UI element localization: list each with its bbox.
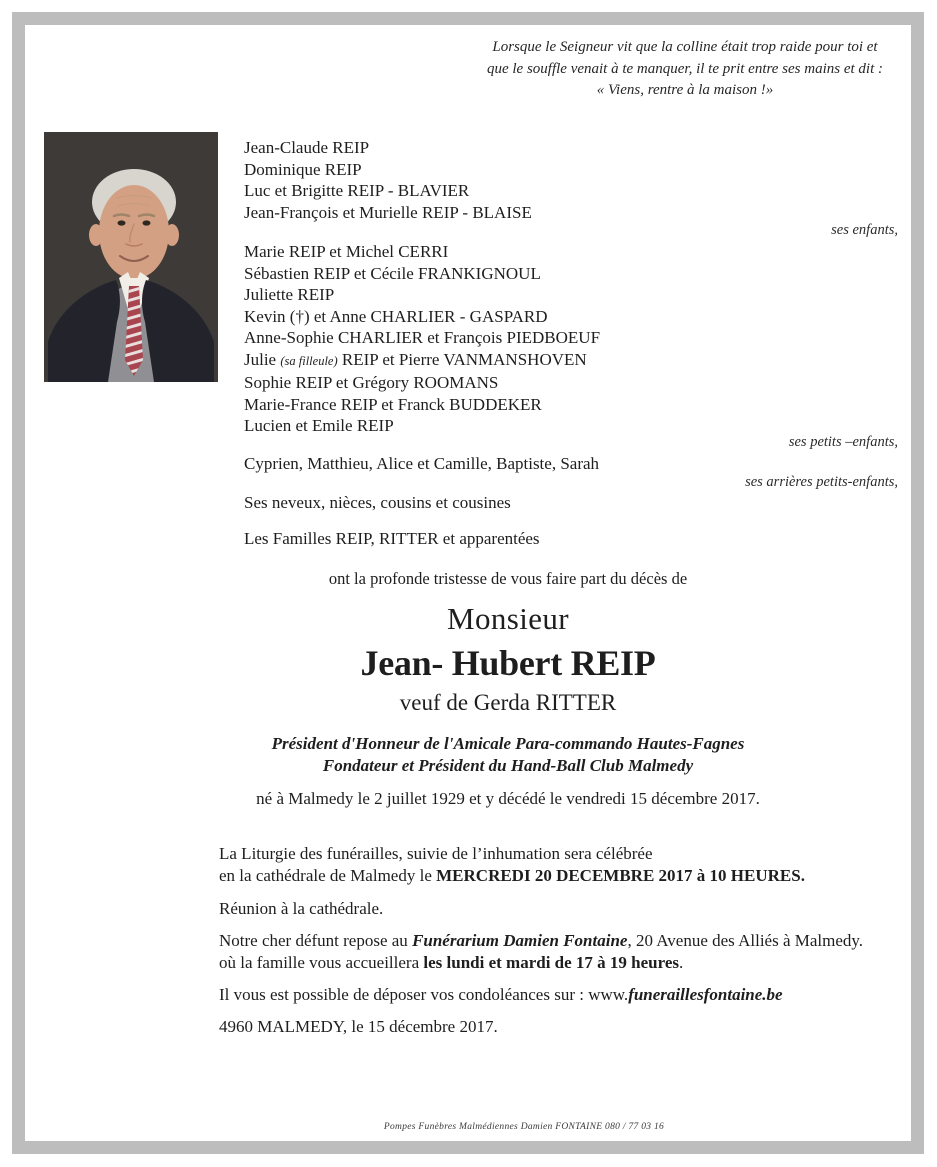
repose-line: Notre cher défunt repose au Funérarium Damien Fontaine, 20 Avenue des Alliés à Malmedy. [219,931,864,950]
condolences-website: funeraillesfontaine.be [628,985,783,1004]
honor-line: Fondateur et Président du Hand-Ball Club Malmedy [322,755,694,775]
ceremony-datetime: MERCREDI 20 DECEMBRE 2017 à 10 HEURES. [436,865,805,885]
family-line: Luc et Brigitte REIP - BLAVIER [244,181,470,200]
welcome-line: où la famille vous accueillera les lundi et mardi de 17 à 19 heures. [219,952,684,972]
liturgy-paragraph [219,843,919,887]
family-line: Kevin (†) et Anne CHARLIER - GASPARD [244,306,548,326]
relation-label-grandchildren: ses petits –enfants, [788,434,898,450]
great-grandchildren-line: Cyprien, Matthieu, Alice et Camille, Baptiste, Sarah [244,454,600,473]
grandchildren-list [244,241,898,437]
family-line: Anne-Sophie CHARLIER et François PIEDBOEUF [244,328,601,347]
announcement-intro: ont la profonde tristesse de vous faire part du décès de [328,569,688,588]
epigraph [455,37,915,102]
families-line: Les Familles REIP, RITTER et apparentées [244,529,540,548]
family-line: Juliette REIP [244,285,335,304]
meeting-line: Réunion à la cathédrale. [219,899,384,918]
family-line: Jean-François et Murielle REIP - BLAISE [244,202,532,222]
epigraph-line: que le souffle venait à te manquer, il te prit entre ses mains et dit : [486,60,884,77]
honor-line: Président d'Honneur de l'Amicale Para-commando Hautes-Fagnes [271,734,745,753]
repose-paragraph [219,930,919,974]
civility-title: Monsieur [446,601,570,636]
liturgy-line-1: La Liturgie des funérailles, suivie de l’inhumation sera célébrée [219,844,653,863]
widower-of-line: veuf de Gerda RITTER [399,690,617,715]
funerarium-name: Funérarium Damien Fontaine [412,931,628,950]
family-line: Marie REIP et Michel CERRI [244,242,449,261]
epigraph-line: « Viens, rentre à la maison !» [596,82,774,98]
life-dates-line: né à Malmedy le 2 juillet 1929 et y décédé le vendredi 15 décembre 2017. [256,789,760,808]
family-line: Marie-France REIP et Franck BUDDEKER [244,394,542,414]
relation-label-children: ses enfants, [831,222,898,238]
deceased-portrait-photo [44,132,218,382]
liturgy-line-2: en la cathédrale de Malmedy le MERCREDI 20 DECEMBRE 2017 à 10 HEURES. [219,865,805,885]
city-date-line: 4960 MALMEDY, le 15 décembre 2017. [219,1017,498,1036]
children-list [244,137,898,223]
honors-block [103,733,913,776]
family-line: Sébastien REIP et Cécile FRANKIGNOUL [244,263,541,283]
family-line: Julie (sa filleule) REIP et Pierre VANMANSHOVEN [244,349,587,369]
family-line: Jean-Claude REIP [244,138,370,157]
relation-label-great-grandchildren: ses arrières petits-enfants, [745,474,898,490]
condolences-line: Il vous est possible de déposer vos condoléances sur : www.funeraillesfontaine.be [219,985,783,1004]
epigraph-line: Lorsque le Seigneur vit que la colline était trop raide pour toi et [492,39,878,55]
relatives-line: Ses neveux, nièces, cousins et cousines [244,493,511,512]
family-line: Sophie REIP et Grégory ROOMANS [244,373,499,392]
deceased-name: Jean- Hubert REIP [360,643,656,683]
visiting-hours: les lundi et mardi de 17 à 19 heures [423,952,680,972]
family-line: Dominique REIP [244,159,362,179]
funeral-home-footer: Pompes Funèbres Malmédiennes Damien FONTAINE 080 / 77 03 16 [383,1122,665,1132]
family-line: Lucien et Emile REIP [244,416,394,435]
goddaughter-note: (sa filleule) [280,353,338,368]
face [99,185,169,279]
